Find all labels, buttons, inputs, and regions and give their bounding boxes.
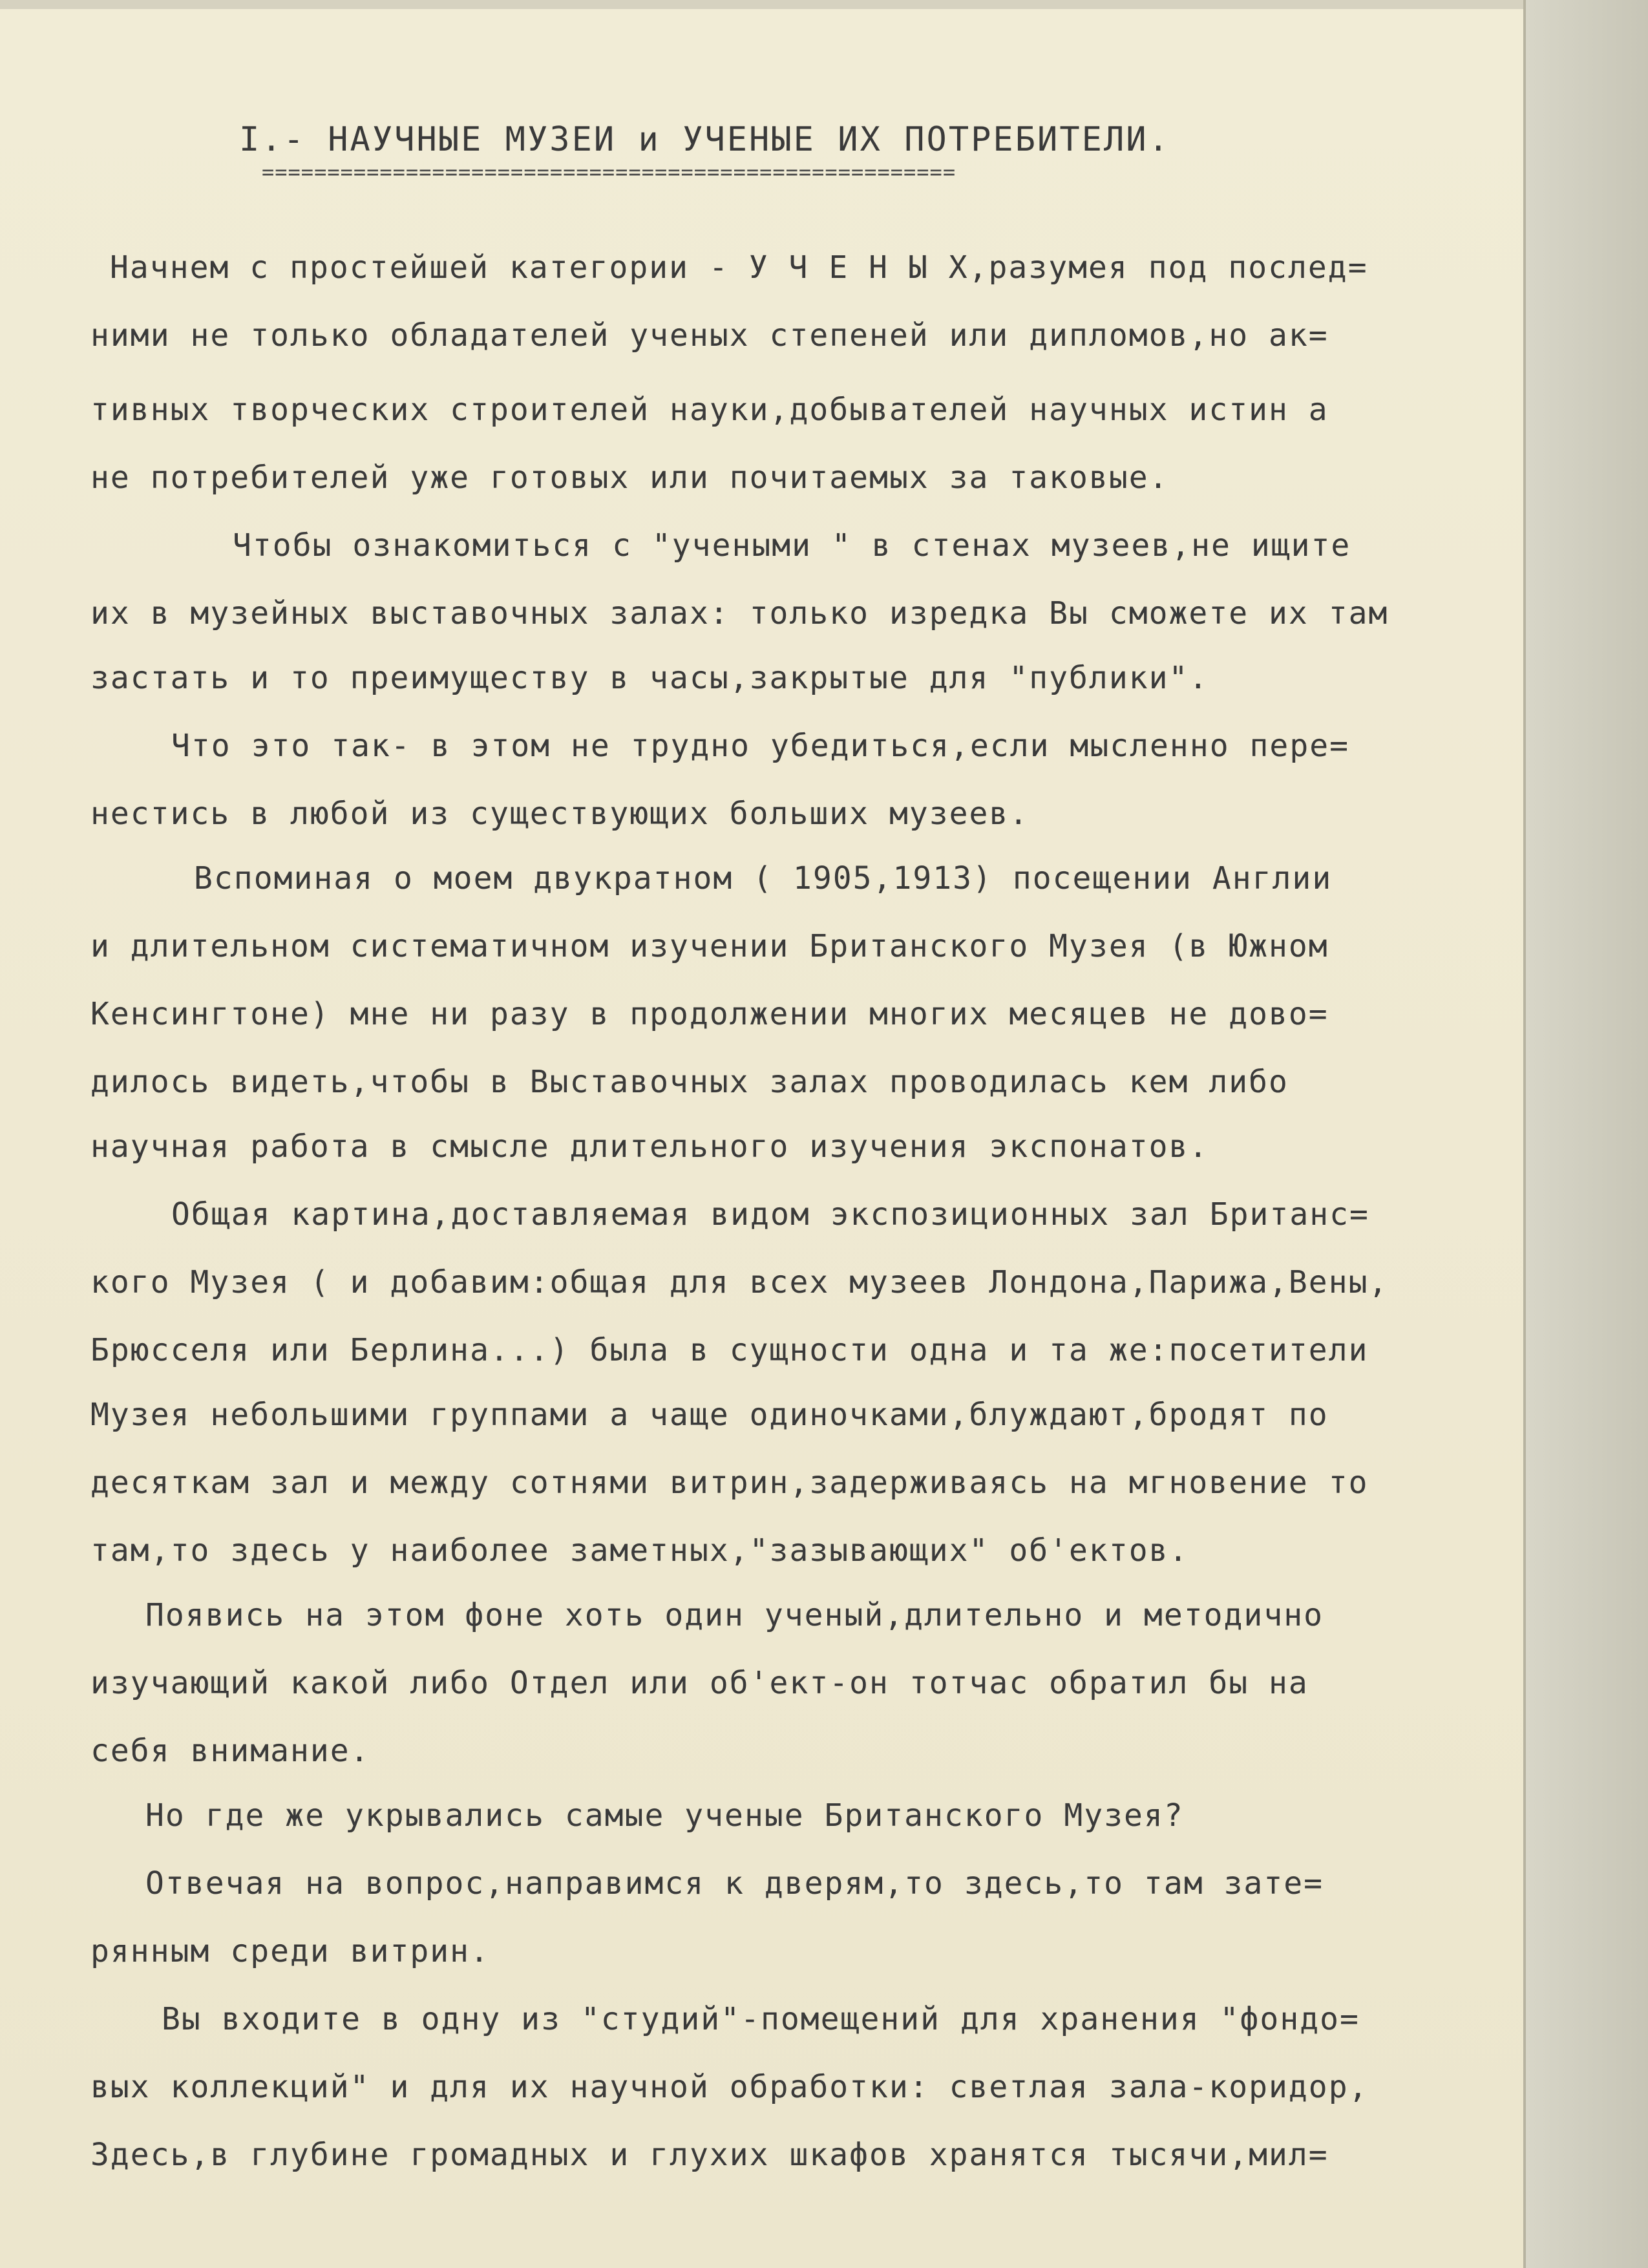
text-line: Появись на этом фоне хоть один ученый,длительно и методично (145, 1597, 1324, 1633)
text-line: их в музейных выставочных залах: только изредка Вы сможете их там (90, 595, 1389, 631)
text-line: рянным среди витрин. (90, 1933, 490, 1969)
text-line: тивных творческих строителей науки,добывателей научных истин а (90, 392, 1329, 428)
text-line: вых коллекций" и для их научной обработки: светлая зала-коридор, (90, 2069, 1369, 2105)
text-line: Общая картина,доставляемая видом экспозиционных зал Британс= (171, 1196, 1369, 1233)
text-line: Но где же укрывались самые ученые Британского Музея? (145, 1797, 1184, 1834)
scan-top-border (0, 0, 1648, 9)
text-line: Кенсингтоне) мне ни разу в продолжении многих месяцев не дово= (90, 996, 1329, 1032)
text-line: нестись в любой из существующих больших музеев. (90, 796, 1030, 832)
text-line: и длительном систематичном изучении Британского Музея (в Южном (90, 928, 1329, 964)
text-line: десяткам зал и между сотнями витрин,задерживаясь на мгновение то (90, 1465, 1369, 1501)
text-line: застать и то преимуществу в часы,закрытые для "публики". (90, 660, 1209, 696)
text-line: Музея небольшими группами а чаще одиночками,блуждают,бродят по (90, 1397, 1329, 1433)
text-line: Чтобы ознакомиться с "учеными " в стенах музеев,не ищите (233, 527, 1351, 564)
text-line: научная работа в смысле длительного изучения экспонатов. (90, 1129, 1209, 1165)
text-line: Брюсселя или Берлина...) была в сущности одна и та же:посетители (90, 1332, 1369, 1368)
page-edge (1523, 0, 1526, 2268)
scan-right-margin (1525, 0, 1648, 2268)
text-line: себя внимание. (90, 1733, 370, 1769)
title-underline: ===================================================== (262, 160, 956, 184)
text-line: не потребителей уже готовых или почитаемых за таковые. (90, 460, 1169, 496)
text-line: изучающий какой либо Отдел или об'ект-он тотчас обратил бы на (90, 1665, 1309, 1701)
text-line: Что это так- в этом не трудно убедиться,если мысленно пере= (171, 728, 1350, 764)
text-line: Вспоминая о моем двукратном ( 1905,1913) посещении Англии (194, 860, 1333, 896)
text-line: кого Музея ( и добавим:общая для всех музеев Лондона,Парижа,Вены, (90, 1264, 1389, 1300)
text-line: дилось видеть,чтобы в Выставочных залах проводилась кем либо (90, 1064, 1289, 1100)
text-line: Начнем с простейшей категории - У Ч Е Н Ы Х,разумея под послед= (110, 249, 1368, 286)
text-line: ними не только обладателей ученых степеней или дипломов,но ак= (90, 317, 1329, 354)
text-line: Здесь,в глубине громадных и глухих шкафов хранятся тысячи,мил= (90, 2137, 1329, 2173)
text-line: там,то здесь у наиболее заметных,"зазывающих" об'ектов. (90, 1532, 1189, 1569)
text-line: Вы входите в одну из "студий"-помещений для хранения "фондо= (162, 2001, 1360, 2037)
page-title: I.- НАУЧНЫЕ МУЗЕИ и УЧЕНЫЕ ИХ ПОТРЕБИТЕЛИ. (239, 120, 1170, 159)
text-line: Отвечая на вопрос,направимся к дверям,то здесь,то там зате= (145, 1865, 1324, 1902)
